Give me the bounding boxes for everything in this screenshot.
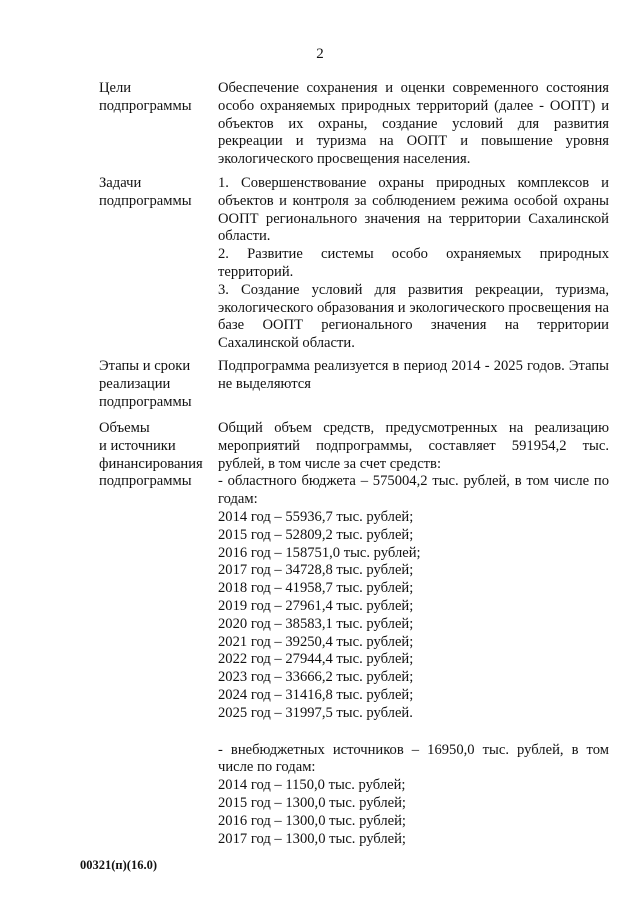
tasks-label — [99, 175, 211, 211]
regional-year-line: 2018 год – 41958,7 тыс. рублей; — [218, 580, 414, 597]
stages-label — [99, 358, 211, 411]
task-item: 2. Развитие системы особо охраняемых природных территорий. — [218, 246, 609, 280]
funding-label-line: Объемы — [99, 420, 150, 436]
tasks-label-line: подпрограммы — [99, 192, 192, 209]
regional-year-line: 2020 год – 38583,1 тыс. рублей; — [218, 615, 414, 632]
task-item: 3. Создание условий для развития рекреации, туризма, экологического образования и экологического просвещения на базе ООПТ регионального значения на территории Сахалинской области. — [218, 281, 609, 352]
extrabudget-intro: - внебюджетных источников – 16950,0 тыс. рублей, в том числе по годам: — [218, 741, 609, 776]
stages-content — [218, 358, 609, 394]
extrabudget-year-line: 2016 год – 1300,0 тыс. рублей; — [218, 812, 406, 829]
regional-budget-intro: - областного бюджета – 575004,2 тыс. рублей, в том числе по годам: — [218, 473, 609, 508]
goals-label-line: Цели — [99, 80, 132, 96]
regional-year-line: 2019 год – 27961,4 тыс. рублей; — [218, 597, 414, 614]
stages-label-line: подпрограммы — [99, 393, 192, 410]
regional-year-line: 2024 год – 31416,8 тыс. рублей; — [218, 686, 414, 703]
regional-year-line: 2025 год – 31997,5 тыс. рублей. — [218, 704, 413, 721]
extrabudget-year-line: 2014 год – 1150,0 тыс. рублей; — [218, 777, 406, 794]
goals-content — [218, 80, 609, 169]
regional-year-line: 2016 год – 158751,0 тыс. рублей; — [218, 544, 421, 561]
extrabudget-year-line: 2017 год – 1300,0 тыс. рублей; — [218, 830, 406, 847]
funding-label-line: и источники — [99, 437, 176, 454]
extrabudget-year-line: 2015 год – 1300,0 тыс. рублей; — [218, 794, 406, 811]
tasks-label-line: Задачи — [99, 175, 142, 191]
tasks-content — [218, 175, 609, 353]
regional-year-line: 2014 год – 55936,7 тыс. рублей; — [218, 508, 414, 525]
regional-year-line: 2022 год – 27944,4 тыс. рублей; — [218, 651, 414, 668]
stages-label-line: реализации — [99, 375, 171, 392]
goals-text: Обеспечение сохранения и оценки современного состояния особо охраняемых природных территорий (далее - ООПТ) и объектов их охраны, создание условий для развития рекреации и туризма на ООПТ и повышение уровня экологического просвещения населения. — [218, 80, 609, 168]
goals-label-line: подпрограммы — [99, 97, 192, 114]
spacer — [218, 723, 609, 742]
stages-label-line: Этапы и сроки — [99, 358, 191, 374]
task-item: 1. Совершенствование охраны природных комплексов и объектов и контроля за соблюдением режима особой охраны ООПТ регионального значения на территории Сахалинской области. — [218, 175, 609, 245]
funding-label-line: финансирования — [99, 455, 203, 472]
funding-intro: Общий объем средств, предусмотренных на реализацию мероприятий подпрограммы, составляет 591954,2 тыс. рублей, в том числе за счет средств: — [218, 420, 609, 472]
regional-year-line: 2021 год – 39250,4 тыс. рублей; — [218, 633, 414, 650]
page-number: 2 — [316, 46, 324, 62]
regional-year-line: 2017 год – 34728,8 тыс. рублей; — [218, 562, 414, 579]
document-code: 00321(п)(16.0) — [80, 858, 157, 872]
funding-label-line: подпрограммы — [99, 473, 192, 490]
regional-year-line: 2015 год – 52809,2 тыс. рублей; — [218, 526, 414, 543]
regional-year-line: 2023 год – 33666,2 тыс. рублей; — [218, 669, 414, 686]
goals-label — [99, 80, 211, 116]
funding-label — [99, 420, 211, 491]
funding-content — [218, 420, 609, 848]
stages-text: Подпрограмма реализуется в период 2014 - 2025 годов. Этапы не выделяются — [218, 358, 609, 392]
